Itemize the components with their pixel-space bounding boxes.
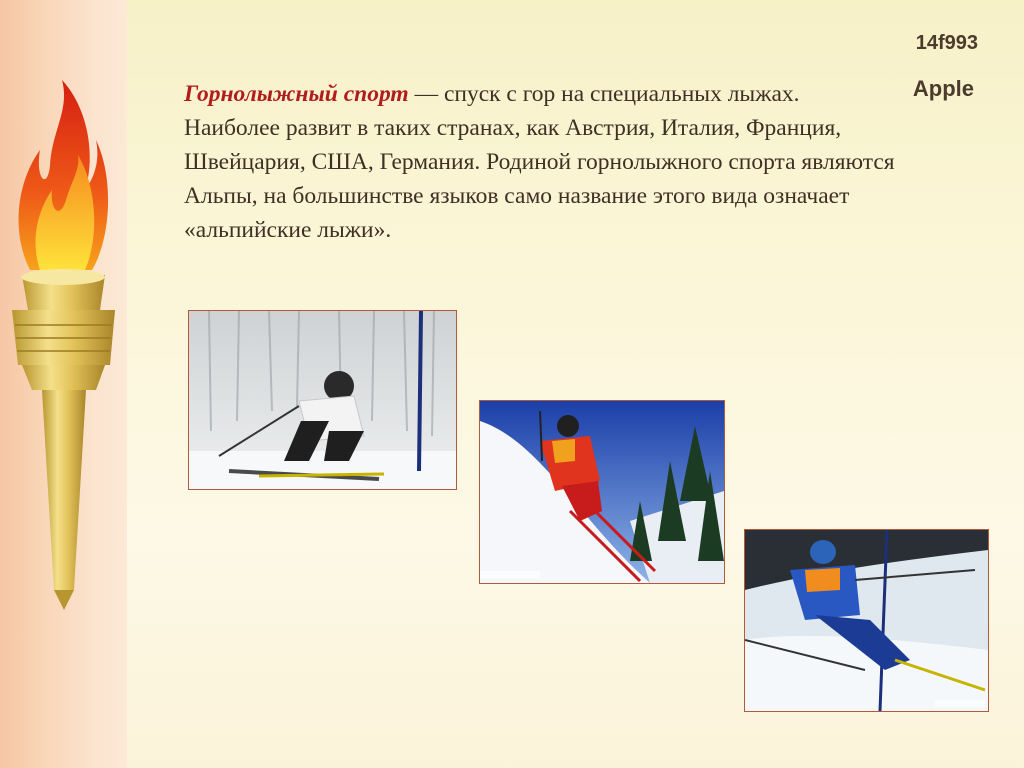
description-text: — спуск с гор на специальных лыжах. Наиболее развит в таких странах, как Австрия, Италия, Франция, Швейцария, США, Германия. Родиной горнолыжного спорта являются Альпы, на большинстве языков само название этого вида означает «альпийские лыжи». — [184, 81, 895, 243]
skier-photo-1 — [188, 310, 457, 490]
description-paragraph — [184, 77, 899, 247]
term-highlight: Горнолыжный спорт — [184, 81, 409, 107]
brand-label: Apple — [912, 76, 974, 101]
skier-photo-3 — [744, 529, 989, 712]
slide-code: 14f993 — [915, 32, 978, 54]
olympic-torch-icon — [0, 70, 127, 610]
skier-photo-2 — [479, 400, 725, 584]
